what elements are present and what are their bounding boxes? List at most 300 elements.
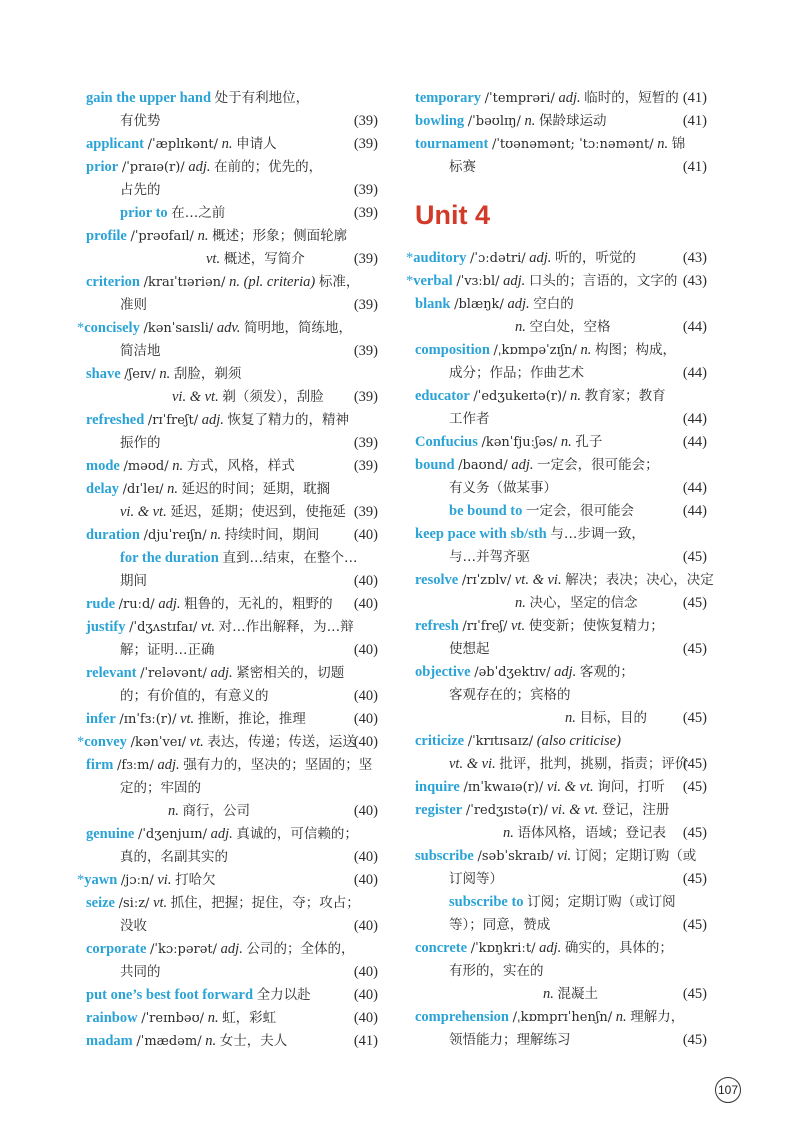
phonetic: /ˈpraɪə(r)/ [121,160,185,175]
definition: 语体风格，语域；登记表 [517,825,666,841]
glossary-entry [86,823,378,846]
headword: resolve [415,572,459,588]
definition: 方式，风格，样式 [186,458,295,474]
definition: 使变新；使恢复精力； [528,618,664,634]
headword: gain the upper hand [86,90,212,106]
definition: 打哈欠 [175,872,216,888]
page-number: 107 [715,1077,741,1103]
definition: 标准， [318,274,360,290]
definition: 使想起 [449,641,490,657]
part-of-speech: n. [159,366,171,382]
phonetic: /ˈtemprəri/ [484,91,555,106]
definition: 简洁地 [120,343,161,359]
optional-word-asterisk: * [77,872,85,888]
definition: 持续时间，期间 [224,527,320,543]
definition: 等）；同意，赞成 [449,917,551,933]
part-of-speech: adj. [503,273,526,289]
glossary-entry [415,431,707,454]
definition: 有形的，实在的 [449,963,544,979]
glossary-line [415,684,707,707]
phonetic: /rɪˈzɒlv/ [461,573,512,588]
part-of-speech: vi. [157,872,172,888]
phonetic: /kənˈfjuːʃəs/ [481,435,558,450]
page-reference: (40) [353,734,378,750]
glossary-line [86,386,378,409]
definition: 标赛 [449,159,476,175]
glossary-line [86,800,378,823]
page-reference: (40) [353,872,378,888]
glossary-entry [86,363,378,386]
page-reference: (40) [353,688,378,704]
phonetic: /rɪˈfreʃ/ [462,619,508,634]
part-of-speech: adj. [188,159,211,175]
headword: profile [86,228,127,244]
definition: 与…并驾齐驱 [449,549,530,565]
part-of-speech: vi. & vt. [120,504,167,520]
definition: 解；证明…正确 [120,642,215,658]
part-of-speech: vi. & vt. [546,779,594,795]
part-of-speech: adj. [157,757,180,773]
headword: firm [86,757,114,773]
part-of-speech: vt. [189,734,204,750]
glossary-line [415,868,707,891]
glossary-line [415,546,707,569]
part-of-speech: n. [205,1033,217,1049]
part-of-speech: n. [210,527,222,543]
glossary-entry [415,87,707,110]
part-of-speech: adj. [539,940,562,956]
page-reference: (44) [682,411,707,427]
phonetic: /blæŋk/ [454,297,504,312]
headword: duration [86,527,140,543]
unit-heading: Unit 4 [415,200,491,230]
definition: 真的，名副其实的 [120,849,228,865]
headword: subscribe to [449,894,524,910]
phonetic: /ruːd/ [118,597,155,612]
glossary-entry [415,385,707,408]
page-reference: (39) [353,251,378,267]
page-reference: (39) [353,205,378,221]
definition: 紧密相关的，切题 [236,665,345,681]
headword: corporate [86,941,147,957]
page-reference: (40) [353,711,378,727]
part-of-speech: n. [560,434,572,450]
glossary-line [86,915,378,938]
part-of-speech: vt. & vi. [514,572,562,588]
definition: 孔子 [575,434,603,450]
phonetic: /ˈtʊənəmənt; ˈtɔːnəmənt/ [491,137,654,152]
definition: 恢复了精力的，精神 [227,412,349,428]
definition: 订阅；定期订购（或订阅 [527,894,676,910]
glossary-entry [415,339,707,362]
variant-note: (also criticise) [536,733,621,749]
definition: 直到…结束，在整个… [222,550,358,566]
page-reference: (43) [682,250,707,266]
definition: 听的，听觉的 [555,250,637,266]
definition: 处于有利地位， [214,90,310,106]
part-of-speech: n. [657,136,669,152]
definition: 口头的；言语的，文字的 [528,273,678,289]
headword: justify [86,619,126,635]
phonetic: /ˈprəʊfaɪl/ [130,229,194,244]
glossary-entry [86,478,378,501]
glossary-entry [86,892,378,915]
definition: 没收 [120,918,147,934]
definition: 共同的 [120,964,161,980]
headword: bowling [415,113,465,129]
definition: 对…作出解释，为…辩 [218,619,354,635]
headword: bound [415,457,455,473]
definition: 目标，目的 [579,710,647,726]
definition: 占先的 [120,182,161,198]
part-of-speech: adj. [507,296,530,312]
variant-note: (pl. criteria) [243,274,316,290]
part-of-speech: n. [221,136,233,152]
glossary-line [415,362,707,385]
headword: subscribe [415,848,474,864]
glossary-left-column [77,87,378,1053]
phonetic: /ˈkɒŋkriːt/ [470,941,536,956]
page-reference: (44) [682,319,707,335]
part-of-speech: n. [543,986,554,1002]
definition: 简明地，简练地， [244,320,353,336]
part-of-speech: adj. [210,826,233,842]
glossary-entry [86,754,378,777]
headword: temporary [415,90,482,106]
glossary-line [415,983,707,1006]
headword: concisely [84,320,140,336]
headword: seize [86,895,115,911]
headword: Confucius [415,434,478,450]
definition: 在前的；优先的， [214,159,323,175]
headword: put one’s best foot forward [86,987,254,1003]
glossary-entry [86,984,378,1007]
phonetic: /ˈkrɪtɪsaɪz/ [467,734,534,749]
definition: 批评，批判，挑剔，指责；评价 [499,756,689,772]
headword: refresh [415,618,459,634]
page-reference: (45) [682,641,707,657]
glossary-line [415,960,707,983]
part-of-speech: vi. [557,848,572,864]
part-of-speech: adj. [529,250,552,266]
unit4-entries [406,247,714,1052]
glossary-entry [77,869,378,892]
phonetic: /məʊd/ [123,459,169,474]
definition: 延迟的时间；延期，耽搁 [181,481,331,497]
phonetic: /ˌkɒmpəˈzɪʃn/ [493,343,577,358]
definition: 保龄球运动 [539,113,607,129]
definition: 临时的，短暂的 [584,90,679,106]
glossary-entry [415,615,707,638]
page-reference: (40) [353,642,378,658]
glossary-entry [86,1007,378,1030]
part-of-speech: n. [172,458,184,474]
headword: criticize [415,733,465,749]
glossary-line [86,202,378,225]
definition: 粗鲁的，无礼的，粗野的 [184,596,333,612]
definition: 理解力， [630,1009,685,1025]
part-of-speech: n. [207,1010,219,1026]
phonetic: /ˈvɜːbl/ [456,274,500,289]
definition: 概述；形象；侧面轮廓 [212,228,348,244]
headword: keep pace with sb/sth [415,526,547,542]
part-of-speech: n. [570,388,581,404]
definition: 延迟，延期；使迟到，使拖延 [170,504,346,520]
part-of-speech: vt. [206,251,221,267]
glossary-entry [86,455,378,478]
definition: 公司的；全体的， [246,941,355,957]
definition: 推断，推论，推理 [197,711,306,727]
definition: 在…之前 [171,205,226,221]
definition: 客观存在的；宾格的 [449,687,571,703]
page-reference: (43) [682,273,707,289]
part-of-speech: vi. & vt. [551,802,599,818]
glossary-right-column [406,87,714,1052]
glossary-entry [415,661,707,684]
part-of-speech: adj. [511,457,534,473]
phonetic: /fɜːm/ [117,758,154,773]
definition: 女士，夫人 [219,1033,288,1049]
part-of-speech: adj. [554,664,577,680]
glossary-line [415,707,707,730]
part-of-speech: vt. [510,618,526,634]
definition: 概述，写简介 [223,251,305,267]
definition: 登记，注册 [601,802,670,818]
page-reference: (40) [353,527,378,543]
page-reference: (39) [353,182,378,198]
part-of-speech: n. [565,710,576,726]
glossary-line [86,340,378,363]
phonetic: /ˈæplɪkənt/ [147,137,218,152]
headword: objective [415,664,471,680]
glossary-entry [415,293,707,316]
page-reference: (41) [682,113,707,129]
phonetic: /ˈbəʊlɪŋ/ [467,114,521,129]
definition: 成分；作品；作曲艺术 [449,365,584,381]
part-of-speech: n. [515,319,526,335]
definition: 决心，坚定的信念 [529,595,638,611]
definition: 剃（须发），刮脸 [222,389,324,405]
definition: 客观的； [579,664,634,680]
definition: 真诚的，可信赖的； [236,826,358,842]
headword: criterion [86,274,140,290]
page-reference: (40) [353,918,378,934]
part-of-speech: n. [615,1009,627,1025]
glossary-line [415,408,707,431]
headword: verbal [413,273,453,289]
headword: prior to [120,205,168,221]
headword: convey [84,734,127,750]
phonetic: /djuˈreɪʃn/ [143,528,207,543]
part-of-speech: adj. [220,941,243,957]
glossary-entry [415,133,707,156]
part-of-speech: adj. [201,412,224,428]
glossary-entry [77,317,378,340]
definition: 领悟能力；理解练习 [449,1032,571,1048]
part-of-speech: n. [229,274,240,290]
glossary-entry [415,845,707,868]
page-reference: (45) [682,986,707,1002]
part-of-speech: vi. & vt. [172,389,219,405]
phonetic: /kənˈsaɪsli/ [143,321,214,336]
phonetic: /baʊnd/ [458,458,508,473]
page-reference: (44) [682,503,707,519]
part-of-speech: n. [167,481,178,497]
definition: 一定会，很可能会 [525,503,634,519]
page-reference: (41) [353,1033,378,1049]
phonetic: /ˈɔːdətri/ [470,251,526,266]
headword: yawn [84,872,118,888]
glossary-line [415,316,707,339]
definition: 订阅等） [449,871,503,887]
glossary-entry [415,110,707,133]
glossary-line [415,891,707,914]
phonetic: /dɪˈleɪ/ [122,482,164,497]
page-reference: (39) [353,297,378,313]
headword: madam [86,1033,133,1049]
phonetic: /siːz/ [118,896,150,911]
page-reference: (45) [682,710,707,726]
part-of-speech: n. [580,342,592,358]
page-reference: (39) [353,458,378,474]
glossary-entry [415,523,707,546]
part-of-speech: n. [515,595,526,611]
part-of-speech: adj. [210,665,233,681]
glossary-entry [86,271,378,294]
definition: 全力以赴 [256,987,311,1003]
phonetic: /kənˈveɪ/ [130,735,187,750]
page-reference: (39) [353,136,378,152]
glossary-entry [86,156,378,179]
glossary-entry [86,225,378,248]
glossary-entry [415,1006,707,1029]
definition: 教育家；教育 [584,388,666,404]
headword: delay [86,481,120,497]
phonetic: /ˌkɒmprɪˈhenʃn/ [512,1010,613,1025]
headword: auditory [413,250,467,266]
glossary-line [86,179,378,202]
page-reference: (39) [353,113,378,129]
phonetic: /ˈkɔːpərət/ [150,942,218,957]
definition: 强有力的，坚决的；坚固的；坚 [183,757,373,773]
part-of-speech: n. [197,228,209,244]
phonetic: /ˈredʒɪstə(r)/ [465,803,548,818]
phonetic: /səbˈskraɪb/ [477,849,554,864]
unit3-tail-entries [415,87,707,179]
headword: shave [86,366,121,382]
definition: 订阅；定期订购（或 [574,848,697,864]
glossary-line [86,846,378,869]
headword: infer [86,711,116,727]
page-reference: (44) [682,365,707,381]
page-reference: (45) [682,595,707,611]
headword: concrete [415,940,468,956]
page-reference: (45) [682,756,707,772]
glossary-entry [86,593,378,616]
page-reference: (45) [682,825,707,841]
part-of-speech: vt. & vi. [449,756,496,772]
part-of-speech: vt. [200,619,215,635]
glossary-line [86,432,378,455]
definition: 一定会，很可能会； [537,457,659,473]
page-reference: (39) [353,343,378,359]
definition: 准则 [120,297,147,313]
glossary-entry [415,799,707,822]
page-reference: (45) [682,871,707,887]
phonetic: /ˈedʒukeɪtə(r)/ [473,389,567,404]
headword: educator [415,388,470,404]
phonetic: /rɪˈfreʃt/ [147,413,199,428]
headword: relevant [86,665,137,681]
definition: 混凝土 [557,986,598,1002]
glossary-entry [415,937,707,960]
glossary-entry [86,133,378,156]
page-reference: (40) [353,964,378,980]
glossary-line [86,685,378,708]
definition: 虹，彩虹 [222,1010,277,1026]
page-reference: (39) [353,389,378,405]
part-of-speech: adj. [558,90,581,106]
definition: 与…步调一致， [550,526,645,542]
phonetic: /kraɪˈtɪəriən/ [143,275,226,290]
definition: 锦 [671,136,686,152]
headword: prior [86,159,119,175]
optional-word-asterisk: * [77,734,85,750]
glossary-entry [406,270,707,293]
glossary-entry [86,662,378,685]
glossary-line [415,156,707,179]
page-reference: (40) [353,803,378,819]
phonetic: /ɪnˈfɜː(r)/ [119,712,177,727]
page-reference: (40) [353,987,378,1003]
glossary-entry [86,409,378,432]
phonetic: /ˈdʒenjuɪn/ [137,827,207,842]
part-of-speech: adv. [216,320,241,336]
phonetic: /ˈreləvənt/ [140,666,207,681]
headword: blank [415,296,451,312]
optional-word-asterisk: * [406,250,414,266]
glossary-entry [86,87,378,110]
headword: composition [415,342,490,358]
definition: 工作者 [449,411,490,427]
part-of-speech: n. [503,825,514,841]
glossary-line [415,638,707,661]
glossary-line [86,110,378,133]
definition: 确实的，具体的； [564,940,673,956]
headword: rude [86,596,115,612]
page-reference: (41) [682,159,707,175]
glossary-line [415,1029,707,1052]
page-reference: (39) [353,504,378,520]
headword: genuine [86,826,135,842]
optional-word-asterisk: * [77,320,85,336]
definition: 有优势 [120,113,161,129]
page-reference: (40) [353,596,378,612]
glossary-entry [86,708,378,731]
phonetic: /ʃeɪv/ [124,367,156,382]
part-of-speech: n. [168,803,179,819]
glossary-line [86,777,378,800]
glossary-line [415,500,707,523]
glossary-entry [86,1030,378,1053]
glossary-entry [77,731,378,754]
definition: 有义务（做某事） [449,480,557,496]
glossary-entry [415,776,707,799]
page-reference: (40) [353,849,378,865]
page-reference: (39) [353,435,378,451]
page-reference: (45) [682,779,707,795]
page-reference: (40) [353,573,378,589]
